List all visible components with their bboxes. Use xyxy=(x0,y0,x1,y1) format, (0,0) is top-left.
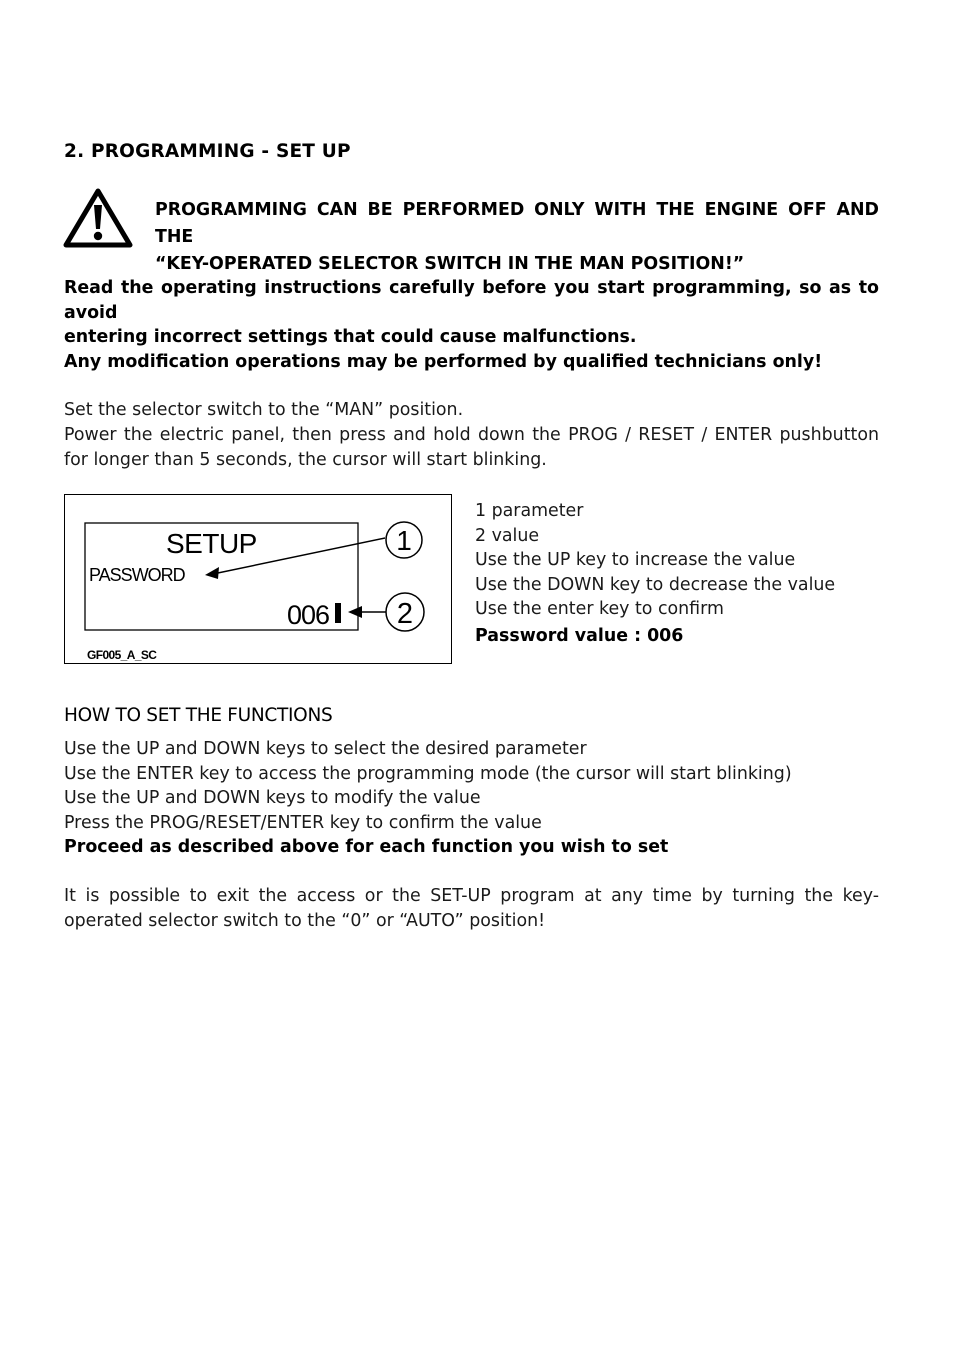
set-selector-instruction: Set the selector switch to the “MAN” position. xyxy=(64,400,464,420)
legend-item: Use the enter key to confirm xyxy=(475,599,724,619)
legend-item: Use the UP key to increase the value xyxy=(475,550,796,570)
power-line-1: Power the electric panel, then press and hold down the PROG / RESET / ENTER pushbutton xyxy=(64,425,879,445)
callout-1-arrowhead xyxy=(205,567,219,579)
howto-step: Use the UP and DOWN keys to select the desired parameter xyxy=(64,739,587,759)
warning-triangle-icon xyxy=(63,187,133,249)
callout-2-arrowhead xyxy=(348,606,362,618)
parameter-value: 006 xyxy=(287,600,330,630)
section-heading: 2. PROGRAMMING - SET UP xyxy=(64,141,351,162)
warning-line-1: PROGRAMMING CAN BE PERFORMED ONLY WITH THE ENGINE OFF AND THE xyxy=(155,200,879,247)
legend-item: Use the DOWN key to decrease the value xyxy=(475,574,836,595)
warning-text xyxy=(155,197,879,278)
howto-step: Use the UP and DOWN keys to modify the value xyxy=(64,788,481,808)
display-diagram xyxy=(65,495,453,665)
howto-step: Use the ENTER key to access the programming mode (the cursor will start blinking) xyxy=(64,763,792,784)
parameter-label: PASSWORD xyxy=(89,565,185,585)
exit-line-2: operated selector switch to the “0” or “AUTO” position! xyxy=(64,910,546,931)
howto-title: HOW TO SET THE FUNCTIONS xyxy=(64,705,333,726)
screen-title: SETUP xyxy=(166,528,257,559)
legend-item: 2 value xyxy=(475,525,540,546)
power-panel-instruction xyxy=(64,423,879,472)
read-line-2: entering incorrect settings that could cause malfunctions. xyxy=(64,327,637,347)
figure-legend xyxy=(475,499,895,648)
exit-note xyxy=(64,884,879,933)
callout-1-number: 1 xyxy=(396,525,412,556)
legend-item: 1 parameter xyxy=(475,501,584,521)
howto-proceed: Proceed as described above for each function you wish to set xyxy=(64,837,669,857)
blinking-cursor xyxy=(335,603,341,623)
password-value: Password value : 006 xyxy=(475,625,684,646)
read-instructions-note xyxy=(64,276,879,350)
howto-step: Press the PROG/RESET/ENTER key to confirm the value xyxy=(64,812,542,833)
howto-steps xyxy=(64,737,879,860)
qualified-technicians-note: Any modification operations may be performed by qualified technicians only! xyxy=(64,352,823,372)
read-line-1: Read the operating instructions carefully before you start programming, so as to avoid xyxy=(64,278,879,323)
power-line-2: for longer than 5 seconds, the cursor will start blinking. xyxy=(64,449,547,470)
figure-code: GF005_A_SC xyxy=(87,648,157,662)
exit-line-1: It is possible to exit the access or the SET-UP program at any time by turning the key- xyxy=(64,886,879,906)
callout-2-number: 2 xyxy=(396,598,414,630)
display-figure xyxy=(64,494,452,664)
warning-line-2: “KEY-OPERATED SELECTOR SWITCH IN THE MAN POSITION!” xyxy=(155,254,745,274)
